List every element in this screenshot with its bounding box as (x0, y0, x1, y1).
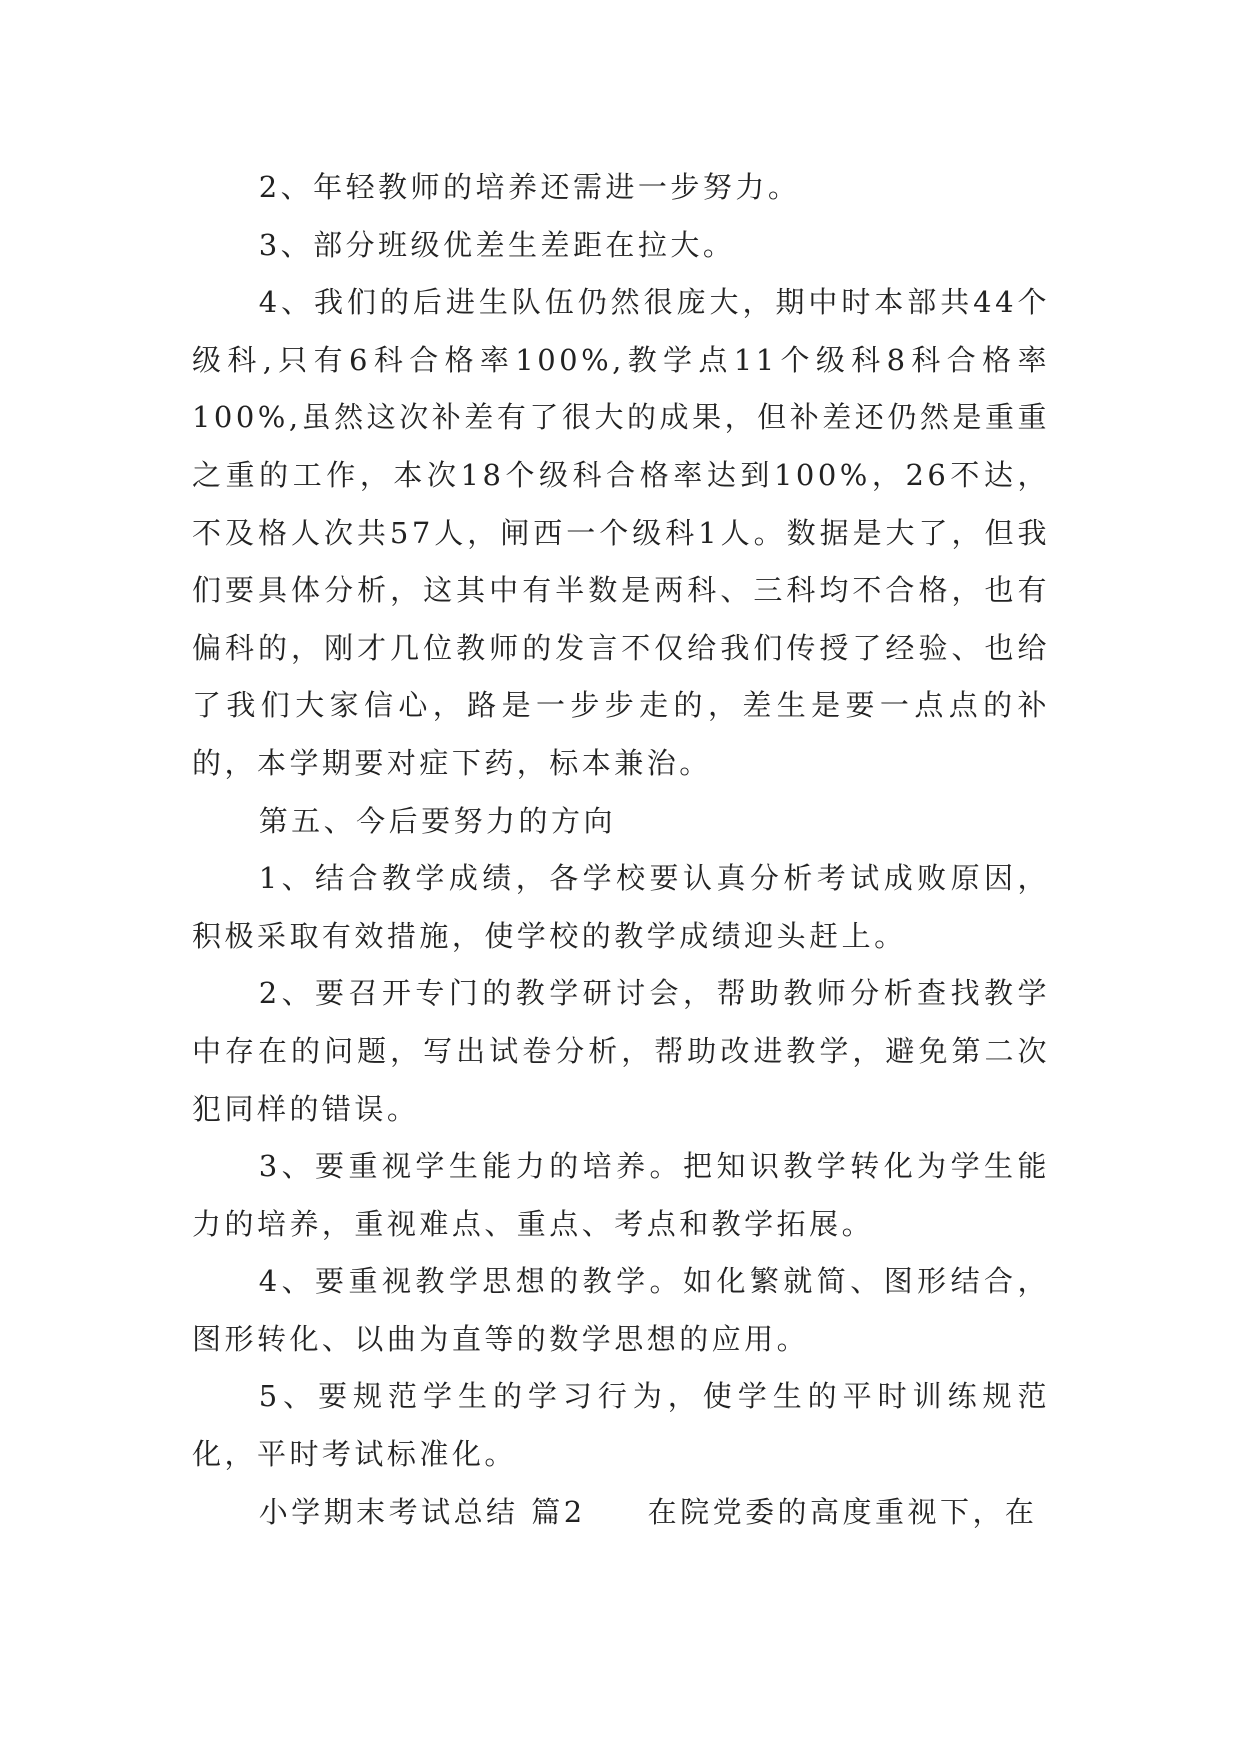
direction-item-4: 4、要重视教学思想的教学。如化繁就简、图形结合，图形转化、以曲为直等的数学思想的应用。 (192, 1264, 1050, 1356)
direction-item-5: 5、要规范学生的学习行为，使学生的平时训练规范化，平时考试标准化。 (192, 1379, 1050, 1472)
article-opening-text: 在院党委的高度重视下，在 (647, 1494, 1038, 1529)
final-line (192, 1484, 1050, 1542)
direction-item-2: 2、要召开专门的教学研讨会，帮助教师分析查找教学中存在的问题，写出试卷分析，帮助改进教学，避免第二次犯同样的错误。 (192, 976, 1050, 1126)
paragraph-item-3: 3、部分班级优差生差距在拉大。 (258, 227, 736, 262)
section-heading-fifth: 第五、今后要努力的方向 (258, 803, 616, 838)
article-heading: 小学期末考试总结 篇2 (258, 1494, 586, 1529)
document-body (192, 159, 1050, 1541)
paragraph-item-4: 4、我们的后进生队伍仍然很庞大，期中时本部共44个级科,只有6科合格率100%,教学点11个级科8科合格率100%,虽然这次补差有了很大的成果，但补差还仍然是重重之重的工作，本次18个级科合格率达到100%，26不达，不及格人次共57人，闸西一个级科1人。数据是大了，但我们要具体分析，这其中有半数是两科、三科均不合格，也有偏科的，刚才几位教师的发言不仅给我们传授了经验、也给了我们大家信心，路是一步步走的，差生是要一点点的补的，本学期要对症下药，标本兼治。 (192, 285, 1050, 780)
direction-item-3: 3、要重视学生能力的培养。把知识教学转化为学生能力的培养，重视难点、重点、考点和教学拓展。 (192, 1149, 1050, 1241)
direction-item-1: 1、结合教学成绩，各学校要认真分析考试成败原因，积极采取有效措施，使学校的教学成绩迎头赶上。 (192, 861, 1050, 953)
paragraph-item-2: 2、年轻教师的培养还需进一步努力。 (258, 170, 801, 204)
